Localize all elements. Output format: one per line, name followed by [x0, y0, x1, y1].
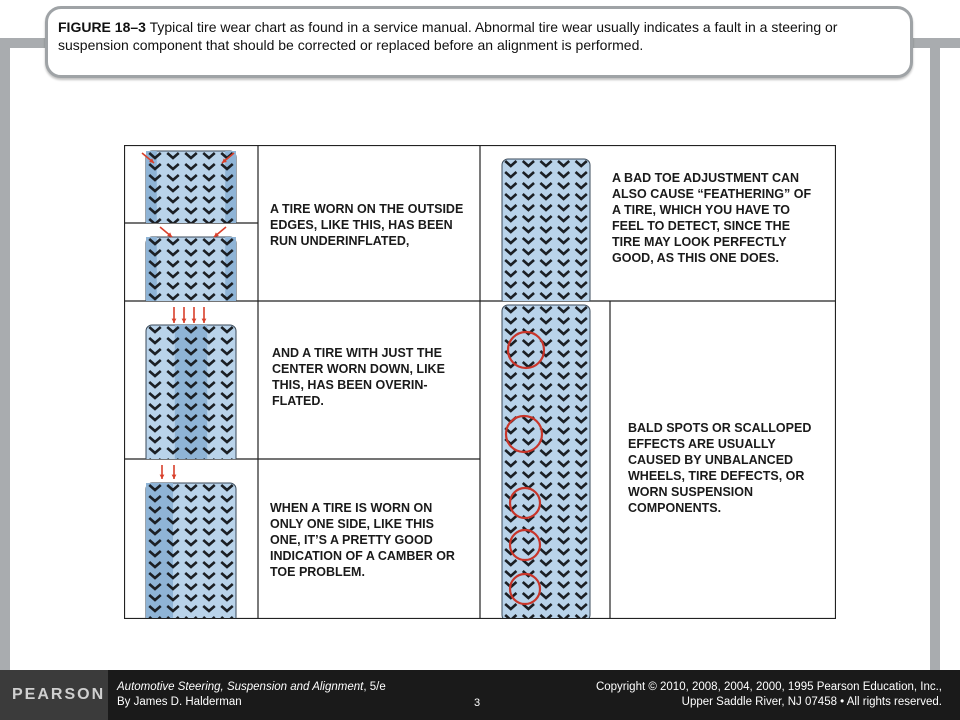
label-line: ALSO CAUSE “FEATHERING” OF [612, 187, 812, 201]
label-line: EDGES, LIKE THIS, HAS BEEN [270, 218, 453, 232]
author: By James D. Halderman [117, 696, 242, 708]
label-line: CENTER WORN DOWN, LIKE [272, 362, 445, 376]
label-line: ONLY ONE SIDE, LIKE THIS [270, 517, 434, 531]
label-line: FLATED. [272, 394, 324, 408]
figure-label: FIGURE 18–3 [58, 19, 146, 35]
copyright [596, 680, 942, 710]
label-line: WHEN A TIRE IS WORN ON [270, 501, 433, 515]
tire-overinflated [146, 325, 236, 465]
tire-camber-wear [146, 483, 236, 619]
tire-underinflated-bottom [146, 237, 236, 310]
label-line: RUN UNDERINFLATED, [270, 234, 410, 248]
tire-underinflated-top [146, 151, 236, 235]
worn-zone [175, 325, 207, 465]
copyright-line-1: Copyright © 2010, 2008, 2004, 2000, 1995 Pearson Education, Inc., [595, 681, 942, 693]
label-line: THIS, HAS BEEN OVERIN- [272, 378, 428, 392]
frame-bar-right [930, 38, 940, 670]
page-number: 3 [474, 697, 481, 709]
tire-feathering [502, 159, 590, 309]
label-line: TOE PROBLEM. [270, 565, 365, 579]
copyright-line-2: Upper Saddle River, NJ 07458 • All rights reserved. [681, 696, 942, 708]
label-line: AND A TIRE WITH JUST THE [272, 346, 442, 360]
label-line: FEEL TO DETECT, SINCE THE [612, 219, 791, 233]
label-line: WHEELS, TIRE DEFECTS, OR [628, 469, 805, 483]
label-line: A TIRE WORN ON THE OUTSIDE [270, 202, 464, 216]
caption-text: Typical tire wear chart as found in a service manual. Abnormal tire wear usually indicates a fault in a steering or suspension component that should be corrected or replaced before an alignment is performed. [58, 19, 838, 53]
book-title: Automotive Steering, Suspension and Alignment [117, 681, 364, 693]
label-line: A TIRE, WHICH YOU HAVE TO [612, 203, 791, 217]
label-line: TIRE MAY LOOK PERFECTLY [612, 235, 787, 249]
label-line: CAUSED BY UNBALANCED [628, 453, 794, 467]
label-line: BALD SPOTS OR SCALLOPED [628, 421, 812, 435]
label-line: GOOD, AS THIS ONE DOES. [612, 251, 779, 265]
label-line: WORN SUSPENSION [628, 485, 754, 499]
logo-text: PEARSON [12, 686, 106, 703]
book-info [117, 680, 386, 710]
footer-bar [0, 670, 960, 720]
caption-box [45, 6, 913, 78]
frame-bar-left [0, 38, 10, 670]
label-line: COMPONENTS. [628, 501, 722, 515]
label-line: EFFECTS ARE USUALLY [628, 437, 776, 451]
book-edition: , 5/e [363, 681, 386, 693]
pearson-logo [0, 670, 108, 720]
tire-wear-chart [124, 145, 836, 619]
tire-bald-spots [502, 305, 590, 619]
label-line: ONE, IT’S A PRETTY GOOD [270, 533, 433, 547]
label-line: INDICATION OF A CAMBER OR [270, 549, 455, 563]
figure-caption [58, 18, 898, 54]
label-line: A BAD TOE ADJUSTMENT CAN [612, 171, 800, 185]
